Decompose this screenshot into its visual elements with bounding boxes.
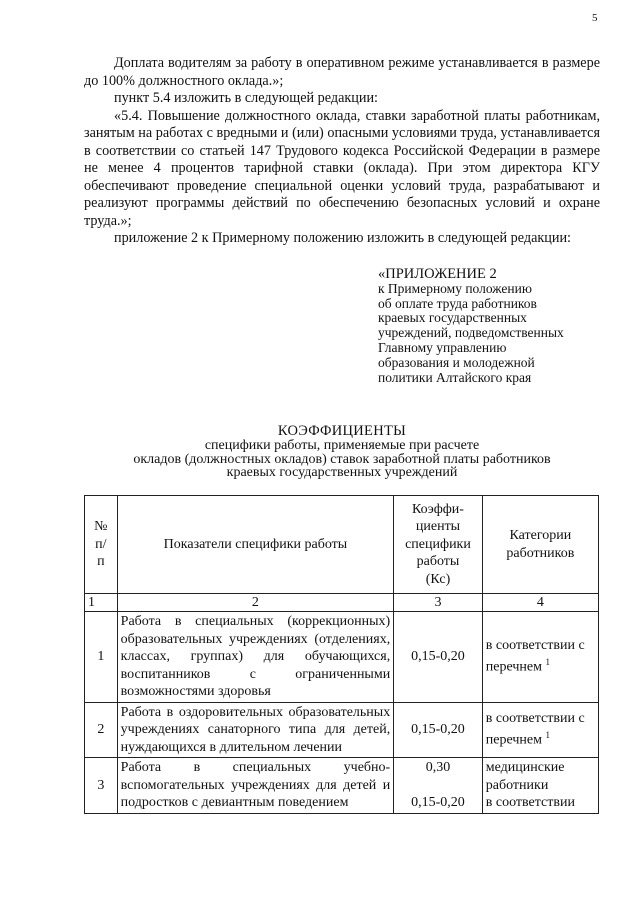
row-category <box>482 702 598 758</box>
coefficients-table <box>84 495 599 814</box>
category-other: в соответствии <box>485 795 575 810</box>
paragraph-appendix-intro: приложение 2 к Примерному положению изложить в следующей редакции: <box>114 230 571 246</box>
row-description: Работа в оздоровительных образовательных учреждениях санаторного типа для детей, нуждающихся в длительном лечении <box>117 702 394 758</box>
category-medical: медицинские работники <box>485 760 565 793</box>
category-text: в соответствии с перечнем <box>485 710 585 749</box>
heading-line-3: краевых государственных учреждений <box>226 465 458 481</box>
header-categories: Категории работников <box>482 496 598 594</box>
row-number: 1 <box>85 612 118 703</box>
body-text <box>84 55 600 248</box>
row-category <box>482 758 598 814</box>
row-number: 3 <box>85 758 118 814</box>
page-number: 5 <box>592 12 598 24</box>
row-coefficient <box>394 758 483 814</box>
header-indicators: Показатели специфики работы <box>117 496 394 594</box>
heading-line-2: окладов (должностных окладов) ставок заработной платы работников <box>133 451 551 467</box>
row-category <box>482 612 598 703</box>
column-number-row <box>85 594 599 612</box>
row-coefficient: 0,15-0,20 <box>394 612 483 703</box>
column-number-2: 2 <box>117 594 394 612</box>
appendix-block <box>378 267 608 385</box>
category-text: в соответствии с перечнем <box>485 637 585 676</box>
footnote-mark: 1 <box>545 730 550 741</box>
header-coefficients: Коэффи- циенты специфики работы (Кс) <box>394 496 483 594</box>
paragraph-driver-bonus: Доплата водителям за работу в оперативном режиме устанавливается в размере до 100% должностного оклада.»; <box>84 55 600 89</box>
row-description: Работа в специальных учебно-вспомогательных учреждениях для детей и подростков с девиантным поведением <box>117 758 394 814</box>
paragraph-point-5-4-intro: пункт 5.4 изложить в следующей редакции: <box>114 90 378 106</box>
row-coefficient: 0,15-0,20 <box>394 702 483 758</box>
table-row <box>85 612 599 703</box>
header-number: № п/ п <box>85 496 118 594</box>
table-heading <box>84 425 600 480</box>
heading-title: КОЭФФИЦИЕНТЫ <box>277 423 407 439</box>
appendix-body: к Примерному положению об оплате труда работников краевых государственных учреждений, подведомственных Главному управлению образования и молодежной политики Алтайского края <box>378 280 564 385</box>
table-row <box>85 702 599 758</box>
row-number: 2 <box>85 702 118 758</box>
footnote-mark: 1 <box>545 657 550 668</box>
row-description: Работа в специальных (коррекционных) образовательных учреждениях (отделениях, классах, группах) для обучающихся, воспитанников с ограниченными возможностями здоровья <box>117 612 394 703</box>
table-header-row <box>85 496 599 594</box>
coefficient-medical: 0,30 <box>425 760 451 776</box>
column-number-1: 1 <box>85 594 118 612</box>
table-row <box>85 758 599 814</box>
appendix-title: «ПРИЛОЖЕНИЕ 2 <box>378 266 497 282</box>
column-number-4: 4 <box>482 594 598 612</box>
coefficient-other: 0,15-0,20 <box>411 794 465 810</box>
heading-line-1: специфики работы, применяемые при расчете <box>204 437 480 453</box>
paragraph-point-5-4: «5.4. Повышение должностного оклада, ставки заработной платы работникам, занятым на работах с вредными и (или) опасными условиями труда, устанавливается в соответствии со статьей 147 Трудового кодекса Российской Федерации в размере не менее 4 процентов тарифной ставки (оклада). При этом директора КГУ обеспечивают проведение специальной оценки условий труда, разрабатывают и реализуют программы действий по обеспечению безопасных условий и охране труда.»; <box>84 107 600 229</box>
column-number-3: 3 <box>394 594 483 612</box>
